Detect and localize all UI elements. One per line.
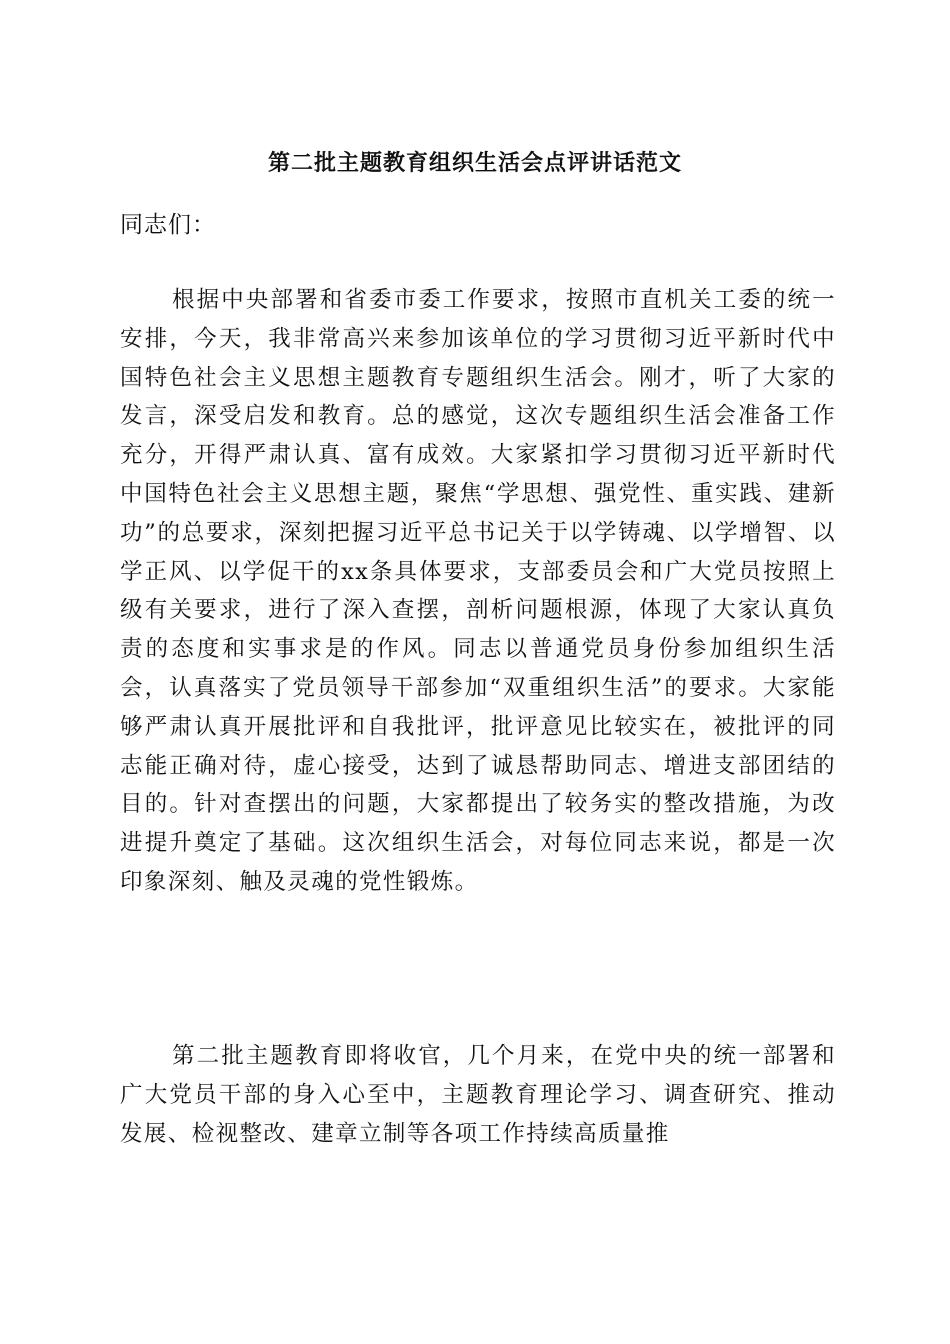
greeting: 同志们： — [120, 212, 216, 238]
document-title: 第二批主题教育组织生活会点评讲话范文 — [267, 150, 682, 176]
body-paragraph-1: 根据中央部署和省委市委工作要求，按照市直机关工委的统一安排，今天，我非常高兴来参加该单位的学习贯彻习近平新时代中国特色社会主义思想主题教育专题组织生活会。刚才，听了大家的发言，深受启发和教育。总的感觉，这次专题组织生活会准备工作充分，开得严肃认真、富有成效。大家紧扣学习贯彻习近平新时代中国特色社会主义思想主题，聚焦“学思想、强党性、重实践、建新功”的总要求，深刻把握习近平总书记关于以学铸魂、以学增智、以学正风、以学促干的xx条具体要求，支部委员会和广大党员按照上级有关要求，进行了深入查摆，剖析问题根源，体现了大家认真负责的态度和实事求是的作风。同志以普通党员身份参加组织生活会，认真落实了党员领导干部参加“双重组织生活”的要求。大家能够严肃认真开展批评和自我批评，批评意见比较实在，被批评的同志能正确对待，虚心接受，达到了诚恳帮助同志、增进支部团结的目的。针对查摆出的问题，大家都提出了较务实的整改措施，为改进提升奠定了基础。这次组织生活会，对每位同志来说，都是一次印象深刻、触及灵魂的党性锻炼。 — [120, 287, 836, 895]
body-paragraph-2: 第二批主题教育即将收官，几个月来，在党中央的统一部署和广大党员干部的身入心至中，主题教育理论学习、调查研究、推动发展、检视整改、建章立制等各项工作持续高质量推 — [120, 1043, 836, 1147]
